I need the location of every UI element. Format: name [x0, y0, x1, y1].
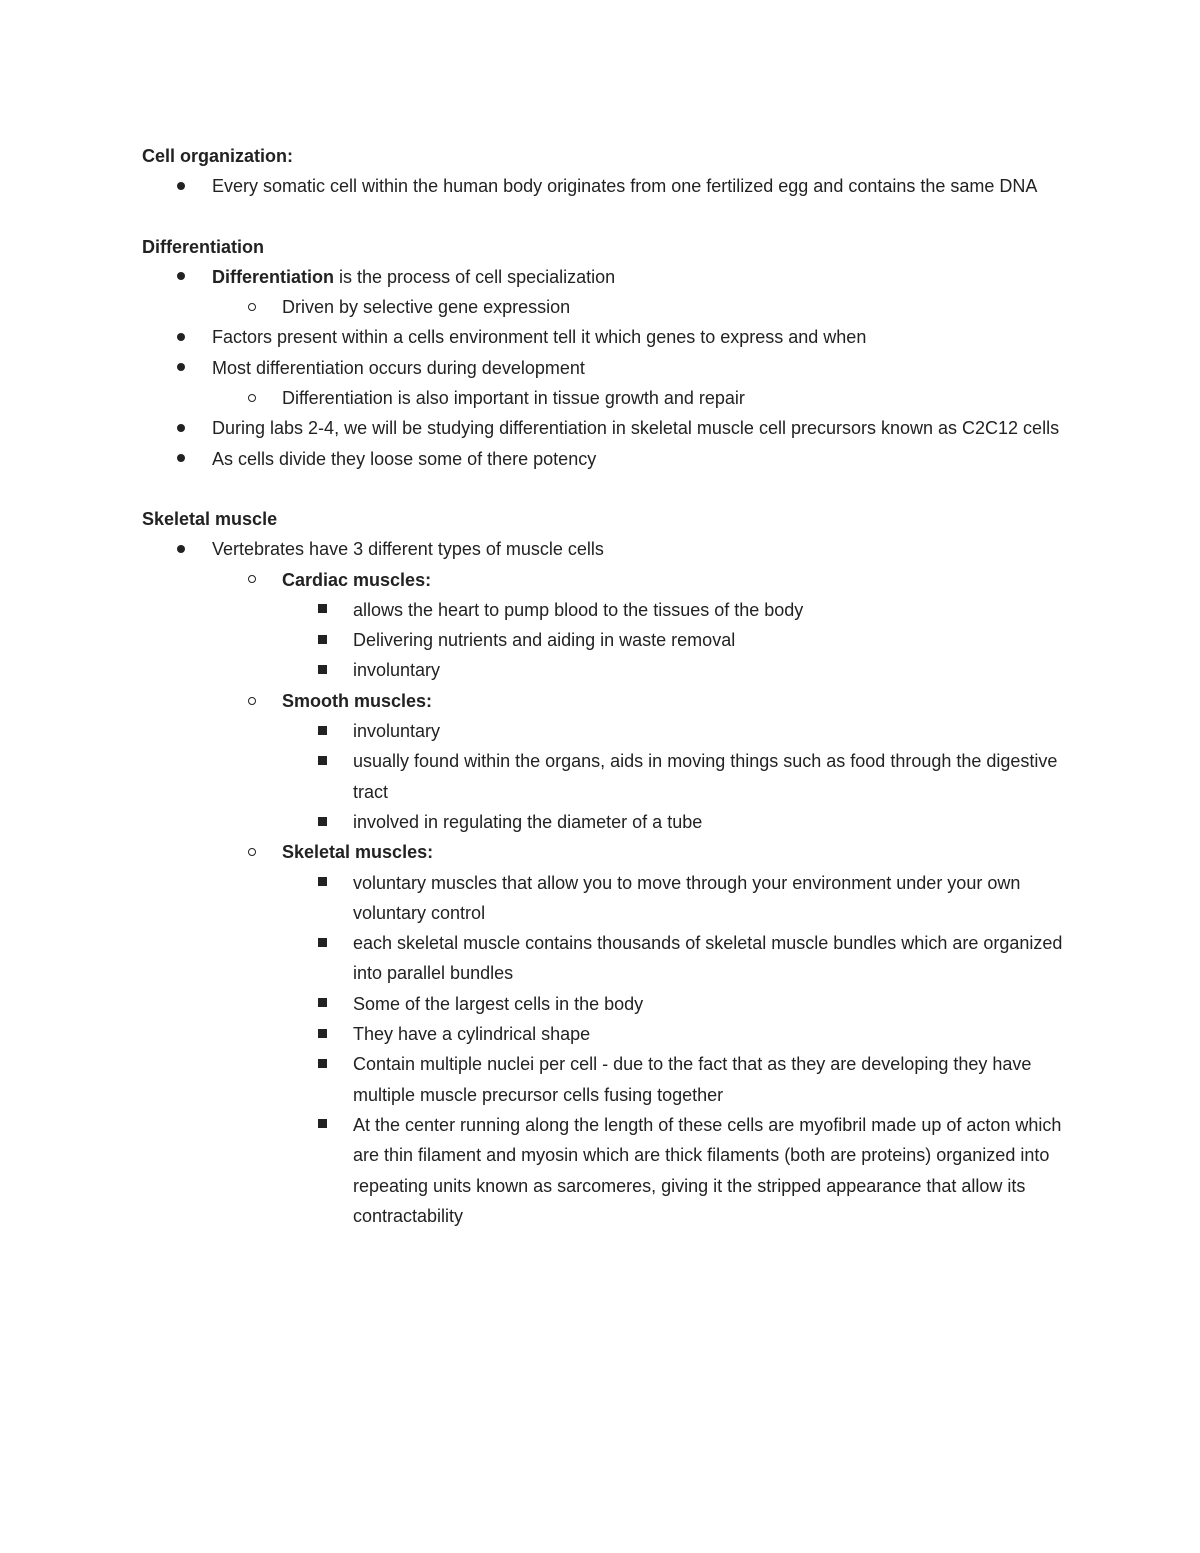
bullet-square-icon	[312, 746, 332, 776]
list-item-text: Contain multiple nuclei per cell - due to the fact that as they are developing they have multiple muscle precursor cells fusing together	[353, 1054, 1032, 1105]
list-item	[142, 989, 1082, 1019]
list-item-text: During labs 2-4, we will be studying differentiation in skeletal muscle cell precursors known as C2C12 cells	[212, 418, 1060, 439]
document-body	[142, 141, 1082, 1231]
bullet-dot-icon	[171, 262, 191, 292]
list-item-text: Differentiation is also important in tissue growth and repair	[282, 388, 745, 409]
term-bold: Differentiation	[212, 266, 335, 287]
list-item	[142, 746, 1082, 807]
bullet-list	[142, 171, 1082, 201]
bullet-list	[142, 534, 1082, 1231]
list-item-text: involuntary	[353, 721, 441, 742]
bullet-ring-icon	[242, 686, 262, 716]
bullet-dot-icon	[171, 413, 191, 443]
section-heading: Cell organization:	[142, 146, 294, 166]
bullet-square-icon	[312, 868, 332, 898]
list-item	[142, 322, 1082, 352]
list-item-text: As cells divide they loose some of there potency	[212, 448, 597, 469]
bullet-square-icon	[312, 595, 332, 625]
list-item	[142, 1110, 1082, 1231]
list-item	[142, 595, 1082, 625]
subheading-smooth: Smooth muscles:	[282, 690, 433, 711]
bullet-square-icon	[312, 655, 332, 685]
subheading-skeletal: Skeletal muscles:	[282, 842, 434, 863]
list-item-text: involuntary	[353, 660, 441, 681]
list-item	[142, 807, 1082, 837]
list-item	[142, 262, 1082, 292]
list-item	[142, 625, 1082, 655]
list-item	[142, 655, 1082, 685]
bullet-square-icon	[312, 807, 332, 837]
section-cell-organization	[142, 141, 1082, 202]
list-item	[142, 928, 1082, 989]
bullet-square-icon	[312, 1110, 332, 1140]
bullet-dot-icon	[171, 534, 191, 564]
list-item	[142, 1049, 1082, 1110]
section-differentiation	[142, 232, 1082, 474]
list-item-text: voluntary muscles that allow you to move through your environment under your own voluntary control	[353, 872, 1021, 923]
bullet-dot-icon	[171, 353, 191, 383]
bullet-square-icon	[312, 1019, 332, 1049]
list-item-text: Driven by selective gene expression	[282, 297, 571, 318]
subheading-cardiac: Cardiac muscles:	[282, 569, 432, 590]
list-item	[142, 171, 1082, 201]
list-item-text: At the center running along the length of these cells are myofibril made up of acton which are thin filament and myosin which are thick filaments (both are proteins) organized into repeating units known as sarcomeres, giving it the stripped appearance that allow its contractability	[353, 1114, 1062, 1226]
list-item-text: each skeletal muscle contains thousands of skeletal muscle bundles which are organized into parallel bundles	[353, 933, 1063, 984]
list-item	[142, 868, 1082, 929]
bullet-square-icon	[312, 716, 332, 746]
bullet-dot-icon	[171, 322, 191, 352]
list-item	[142, 413, 1082, 443]
list-item	[142, 686, 1082, 716]
bullet-dot-icon	[171, 444, 191, 474]
bullet-square-icon	[312, 625, 332, 655]
list-item	[142, 292, 1082, 322]
list-item-text: Every somatic cell within the human body originates from one fertilized egg and contains the same DNA	[212, 176, 1038, 197]
list-item	[142, 444, 1082, 474]
list-item-text: Most differentiation occurs during development	[212, 357, 585, 378]
bullet-list	[142, 262, 1082, 474]
bullet-ring-icon	[242, 837, 262, 867]
list-item-text: They have a cylindrical shape	[353, 1024, 591, 1045]
section-heading: Skeletal muscle	[142, 508, 278, 529]
bullet-ring-icon	[242, 383, 262, 413]
section-skeletal-muscle	[142, 504, 1082, 1231]
list-item	[142, 383, 1082, 413]
list-item-text: Some of the largest cells in the body	[353, 993, 644, 1014]
list-item	[142, 534, 1082, 564]
list-item-text: Factors present within a cells environment tell it which genes to express and when	[212, 327, 867, 348]
list-item-text: involved in regulating the diameter of a tube	[353, 811, 703, 832]
bullet-square-icon	[312, 1049, 332, 1079]
bullet-square-icon	[312, 989, 332, 1019]
list-item-text: Vertebrates have 3 different types of muscle cells	[212, 539, 604, 560]
bullet-square-icon	[312, 928, 332, 958]
list-item	[142, 353, 1082, 383]
list-item-text: is the process of cell specialization	[334, 266, 616, 287]
list-item	[142, 716, 1082, 746]
list-item-text: Delivering nutrients and aiding in waste removal	[353, 630, 736, 651]
bullet-dot-icon	[171, 171, 191, 201]
list-item-text: allows the heart to pump blood to the tissues of the body	[353, 599, 804, 620]
bullet-ring-icon	[242, 292, 262, 322]
bullet-ring-icon	[242, 565, 262, 595]
section-heading: Differentiation	[142, 236, 265, 257]
list-item-text: usually found within the organs, aids in moving things such as food through the digestive tract	[353, 751, 1058, 802]
list-item	[142, 837, 1082, 867]
list-item	[142, 565, 1082, 595]
list-item	[142, 1019, 1082, 1049]
